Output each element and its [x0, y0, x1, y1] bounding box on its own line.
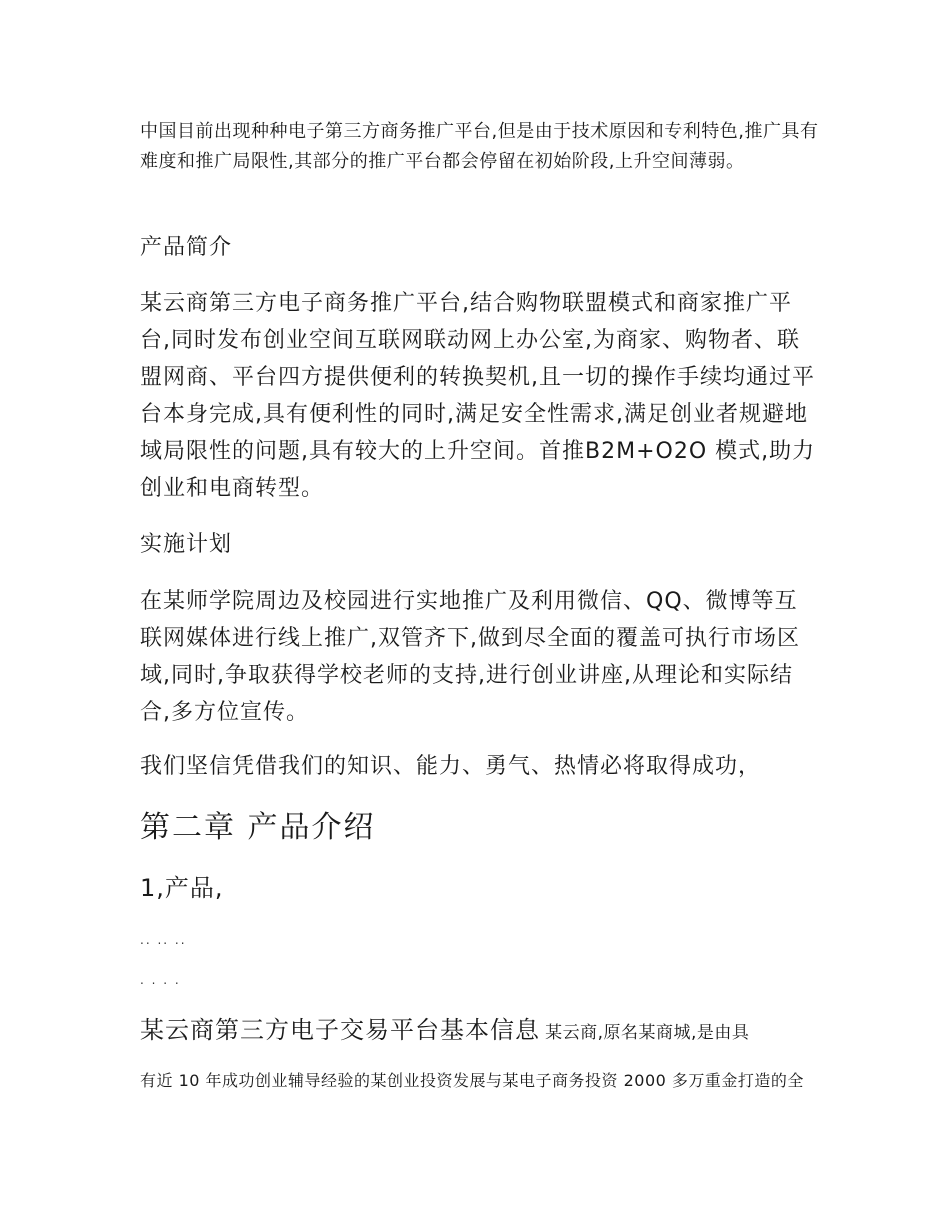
basic-info-line — [140, 1012, 840, 1051]
basic-info-lead: 某云商,原名某商城,是由具 — [545, 1023, 750, 1043]
intro-paragraph: 中国目前出现种种电子第三方商务推广平台,但是由于技术原因和专利特色,推广具有难度和推广局限性,其部分的推广平台都会停留在初始阶段,上升空间薄弱。 — [140, 121, 819, 172]
basic-info-paragraph: 有近 10 年成功创业辅导经验的某创业投资发展与某电子商务投资 2000 多万重金打造的全 — [140, 1071, 804, 1090]
product-intro-paragraph: 某云商第三方电子商务推广平台,结合购物联盟模式和商家推广平台,同时发布创业空间互联网联动网上办公室,为商家、购物者、联盟网商、平台四方提供便利的转换契机,且一切的操作手续均通过平台本身完成,具有便利性的同时,满足安全性需求,满足创业者规避地域局限性的问题,具有较大的上升空间。首推B2M+O2O 模式,助力创业和电商转型。 — [140, 291, 816, 501]
dot-leader-1: .. .. .. — [140, 933, 187, 947]
product-intro-heading: 产品简介 — [140, 235, 233, 260]
closing-sentence: 我们坚信凭借我们的知识、能力、勇气、热情必将取得成功， — [140, 754, 762, 779]
dot-leader-2: . . . . — [140, 973, 181, 987]
chapter-title: 第二章 产品介绍 — [140, 810, 376, 845]
section-item-product: 1,产品, — [140, 874, 224, 902]
basic-info-heading: 某云商第三方电子交易平台基本信息 — [140, 1016, 540, 1044]
plan-paragraph: 在某师学院周边及校园进行实地推广及利用微信、QQ、微博等互联网媒体进行线上推广,双管齐下,做到尽全面的覆盖可执行市场区域,同时,争取获得学校老师的支持,进行创业讲座,从理论和实际结合,多方位宣传。 — [140, 589, 800, 725]
plan-heading: 实施计划 — [140, 532, 233, 557]
